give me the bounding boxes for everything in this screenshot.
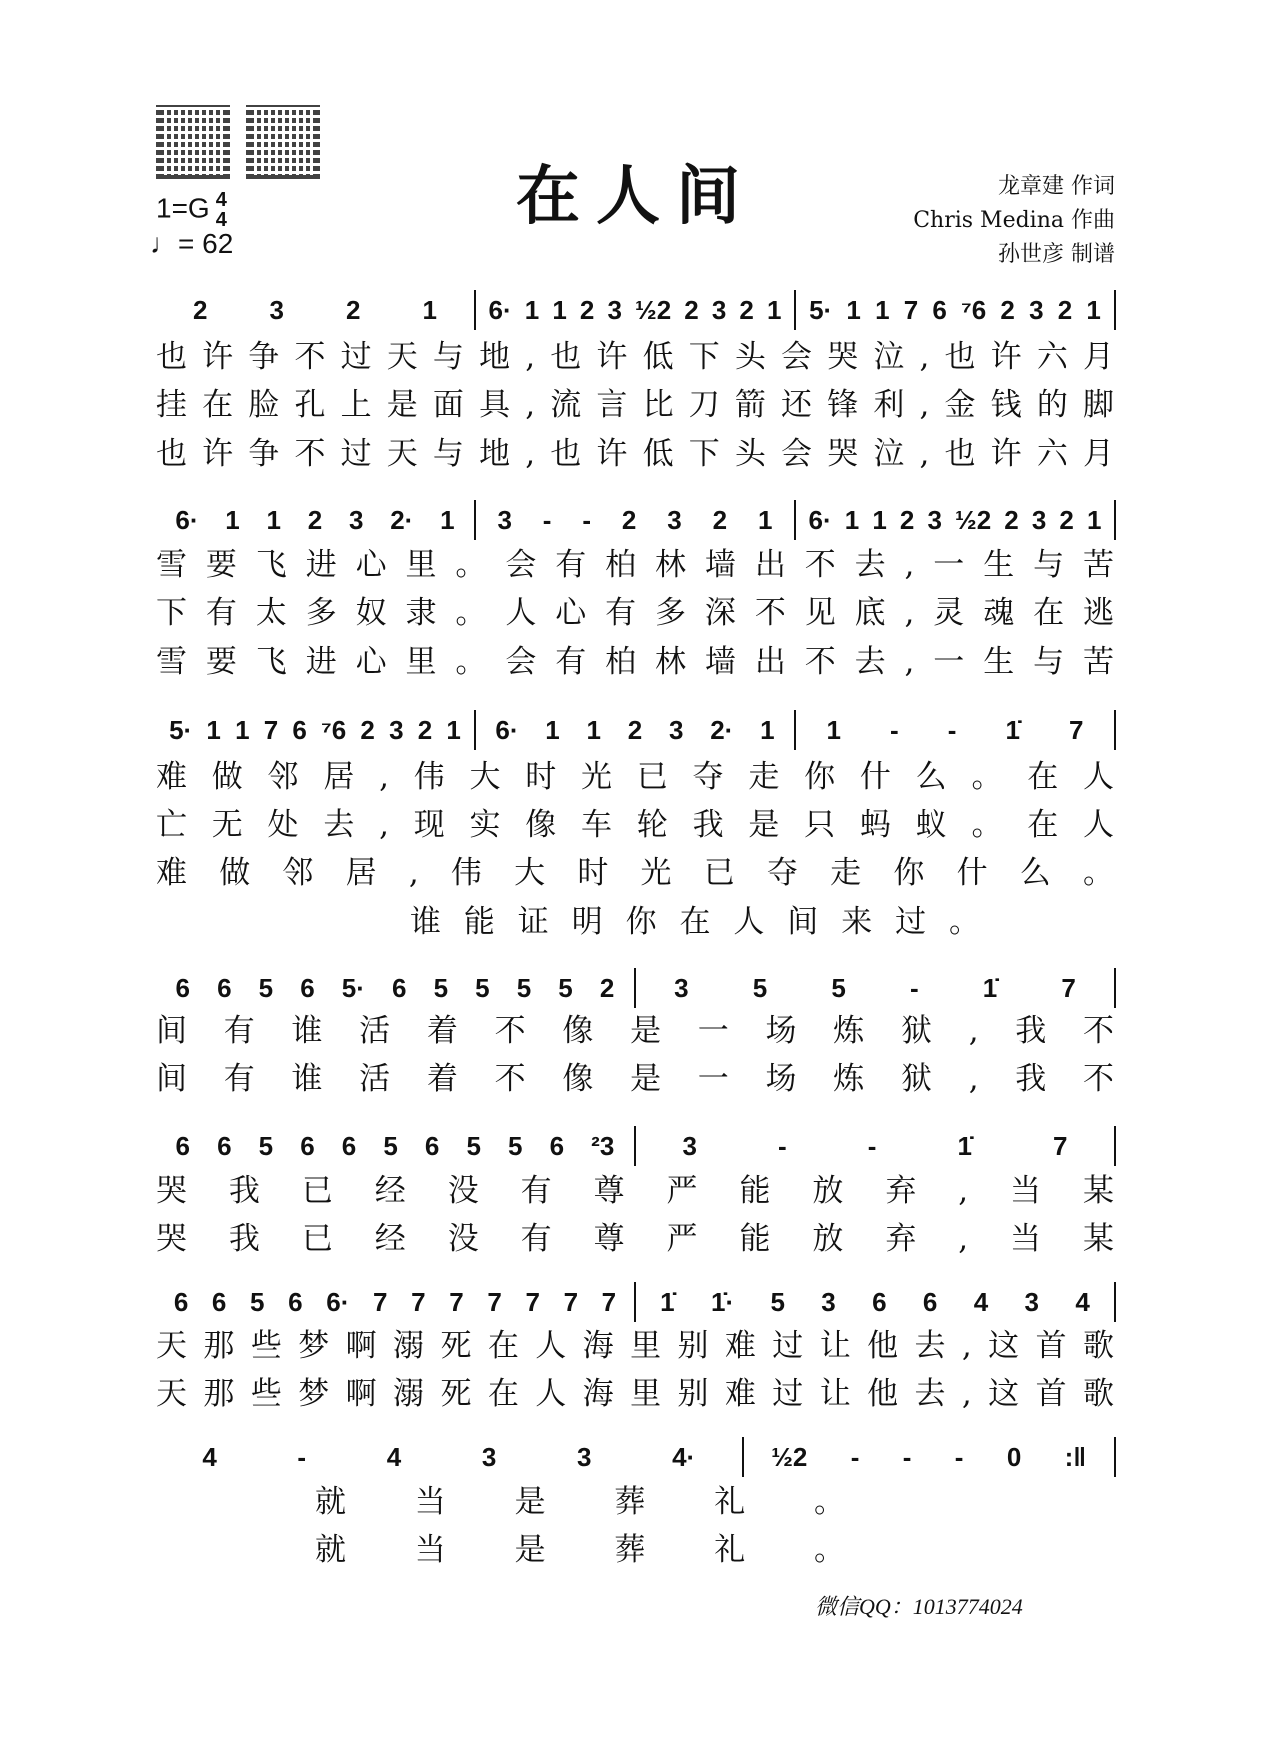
note: ²3 (591, 1130, 615, 1161)
note: 5 (770, 1286, 785, 1317)
note: - (890, 714, 899, 745)
note: 1 (875, 294, 890, 325)
tempo: ♩= 62 (150, 228, 234, 259)
note: 1 (826, 714, 841, 745)
note: 7 (525, 1286, 540, 1317)
note: 6 (217, 1130, 232, 1161)
measure (156, 1126, 636, 1166)
lyric-line: 也许争不过天与地,也许低下头会哭泣,也许六月 (156, 436, 1114, 472)
lyric-line: 雪要飞进心里。会有柏林墙出不去,一生与苦 (156, 547, 1114, 583)
key-signature (156, 190, 227, 230)
note: 1̇ (1005, 714, 1020, 745)
lyric-line: 间有谁活着不像是一场炼狱,我不 (156, 1013, 1114, 1049)
note: 3 (711, 294, 727, 325)
note: 5 (831, 972, 846, 1003)
note: 7 (263, 714, 279, 745)
lyric-line: 哭我已经没有尊严能放弃,当某 (156, 1173, 1114, 1209)
note: 3 (1029, 294, 1044, 325)
song-title: 在人间 (516, 159, 756, 234)
note: 3 (674, 972, 689, 1003)
note: 5 (383, 1130, 398, 1161)
notation-line (156, 710, 1116, 750)
note: 6 (175, 1130, 191, 1161)
note: 1̇ (982, 972, 998, 1003)
notation-line (156, 1437, 1116, 1477)
note: 2 (1000, 294, 1015, 325)
lyric-line: 挂在脸孔上是面具,流言比刀箭还锋利,金钱的脚 (156, 387, 1114, 423)
notation-line (156, 1126, 1116, 1166)
note: 7 (411, 1286, 426, 1317)
note: - (778, 1130, 787, 1161)
measure (156, 500, 476, 540)
note: ⁷6 (321, 714, 347, 745)
note: 1 (760, 714, 775, 745)
note: 6 (392, 972, 407, 1003)
note: 1 (586, 714, 601, 745)
note: 1 (545, 714, 560, 745)
note: 4· (672, 1441, 696, 1472)
note: 6· (808, 504, 832, 535)
note: 3 (668, 714, 684, 745)
time-signature (216, 190, 227, 230)
note: - (867, 1130, 877, 1161)
note: 7 (1061, 972, 1076, 1003)
note: 2 (899, 504, 915, 535)
note: 6 (424, 1130, 440, 1161)
note: 1̇· (710, 1286, 735, 1317)
measure (476, 710, 796, 750)
measure (796, 500, 1116, 540)
note: 6 (300, 972, 315, 1003)
measure (744, 1437, 1116, 1477)
note: ½2 (635, 294, 672, 325)
note: 6 (173, 1286, 189, 1317)
measure (476, 500, 796, 540)
note: 5· (341, 972, 365, 1003)
note: 2 (346, 294, 361, 325)
note: - (954, 1441, 964, 1472)
note: 3 (497, 504, 512, 535)
measure (156, 710, 476, 750)
time-top: 4 (215, 189, 227, 211)
credits (913, 170, 1115, 272)
note: 2 (627, 714, 643, 745)
note: 5 (466, 1130, 481, 1161)
note: 5· (809, 294, 833, 325)
note: 5 (516, 972, 532, 1003)
note: 4 (1075, 1286, 1090, 1317)
note: 3 (682, 1130, 697, 1161)
note: 1 (1086, 294, 1101, 325)
arranger: 孙世彦 制谱 (998, 242, 1115, 267)
note: 7 (563, 1286, 579, 1317)
note: 6 (932, 294, 947, 325)
note: 1 (235, 714, 250, 745)
note: ½2 (955, 504, 992, 535)
note: :‖ (1064, 1441, 1087, 1472)
note: 2 (417, 714, 433, 745)
note: 3 (607, 294, 622, 325)
lyric-line: 哭我已经没有尊严能放弃,当某 (156, 1221, 1114, 1257)
note: - (542, 504, 552, 535)
note: 2 (307, 504, 323, 535)
note: 7 (601, 1286, 617, 1317)
note: 3 (667, 504, 682, 535)
measure (156, 1437, 744, 1477)
note: 1 (872, 504, 887, 535)
note: 1 (440, 504, 455, 535)
note: 7 (903, 294, 919, 325)
note: 7 (1052, 1130, 1068, 1161)
note: 6 (211, 1286, 227, 1317)
lyric-line: 天那些梦啊溺死在人海里别难过让他去,这首歌 (156, 1376, 1114, 1412)
note: 1 (446, 714, 461, 745)
note: 6· (488, 294, 512, 325)
note: 2 (1057, 294, 1073, 325)
notation-line (156, 1282, 1116, 1322)
note: 3 (576, 1441, 592, 1472)
note: 3 (1031, 504, 1047, 535)
lyric-line: 下有太多奴隶。人心有多深不见底,灵魂在逃 (156, 595, 1114, 631)
note: - (582, 504, 592, 535)
note: - (909, 972, 919, 1003)
note: 5· (169, 714, 193, 745)
note: 1̇ (660, 1286, 675, 1317)
note: 6 (300, 1130, 315, 1161)
lyric-line: 难做邻居,伟大时光已夺走你什么。 (156, 855, 1114, 891)
note: 6 (217, 972, 232, 1003)
note: 6· (175, 504, 199, 535)
lyric-line: 也许争不过天与地,也许低下头会哭泣,也许六月 (156, 339, 1114, 375)
note: 2 (599, 972, 615, 1003)
measure (156, 290, 476, 330)
note: 5 (752, 972, 768, 1003)
measure (636, 1126, 1116, 1166)
note: 0 (1006, 1441, 1022, 1472)
note: 1 (422, 294, 437, 325)
note: 4 (202, 1441, 217, 1472)
note: 5 (258, 1130, 274, 1161)
measure (156, 1282, 636, 1322)
note: 7 (449, 1286, 464, 1317)
note: 5 (475, 972, 490, 1003)
note: 2· (710, 714, 734, 745)
note: 2 (579, 294, 595, 325)
note: 1̇ (957, 1130, 972, 1161)
note: 2· (390, 504, 414, 535)
note: 1 (844, 504, 860, 535)
measure (636, 1282, 1116, 1322)
note: 2 (1059, 504, 1074, 535)
note: - (297, 1441, 307, 1472)
note: 6 (341, 1130, 357, 1161)
note: 3 (927, 504, 942, 535)
note: 4 (386, 1441, 402, 1472)
note: 2 (360, 714, 375, 745)
note: 5 (433, 972, 449, 1003)
note: 3 (389, 714, 404, 745)
note: 1 (206, 714, 221, 745)
note: 2 (621, 504, 637, 535)
note: 5 (558, 972, 573, 1003)
note: 1 (225, 504, 240, 535)
note: 5 (258, 972, 274, 1003)
note: 3 (1024, 1286, 1039, 1317)
measure (476, 290, 796, 330)
note: 2 (1004, 504, 1019, 535)
note: 1 (846, 294, 861, 325)
note: 6 (175, 972, 191, 1003)
note: 3 (481, 1441, 497, 1472)
lyric-line: 谁能证明你在人间来过。 (410, 904, 980, 940)
note: 3 (821, 1286, 836, 1317)
note: 6 (292, 714, 307, 745)
measure (796, 710, 1116, 750)
lyric-line: 就当是葬礼。 (315, 1532, 845, 1568)
lyric-line: 间有谁活着不像是一场炼狱,我不 (156, 1061, 1114, 1097)
lyric-line: 亡无处去,现实像车轮我是只蚂蚁。在人 (156, 807, 1114, 843)
notation-line (156, 290, 1116, 330)
note: 2 (684, 294, 699, 325)
note: - (850, 1441, 860, 1472)
note: 4 (973, 1286, 989, 1317)
note: 1 (524, 294, 540, 325)
note: 2 (193, 294, 208, 325)
note: 1 (766, 294, 782, 325)
note: 5 (250, 1286, 265, 1317)
note: 2 (739, 294, 754, 325)
lyric-line: 雪要飞进心里。会有柏林墙出不去,一生与苦 (156, 644, 1114, 680)
note: 6· (495, 714, 519, 745)
note: - (902, 1441, 912, 1472)
lyric-line: 天那些梦啊溺死在人海里别难过让他去,这首歌 (156, 1328, 1114, 1364)
note: ½2 (771, 1441, 808, 1472)
note: 5 (508, 1130, 523, 1161)
note: 1 (758, 504, 773, 535)
time-bottom: 4 (215, 209, 227, 231)
measure (156, 968, 636, 1008)
watermark: 微信QQ：1013774024 (815, 1594, 1023, 1619)
note: 7 (1068, 714, 1084, 745)
note: 2 (712, 504, 728, 535)
note: 3 (269, 294, 284, 325)
lyric-line: 就当是葬礼。 (315, 1484, 845, 1520)
note: - (947, 714, 957, 745)
note: 1 (266, 504, 281, 535)
note: 6· (326, 1286, 350, 1317)
note: 6 (288, 1286, 303, 1317)
notation-line (156, 500, 1116, 540)
note: 1 (552, 294, 567, 325)
key-text: 1=G (156, 192, 210, 224)
measure (636, 968, 1116, 1008)
note: 6 (549, 1130, 565, 1161)
note: 1 (1086, 504, 1102, 535)
measure (796, 290, 1116, 330)
lyric-line: 难做邻居,伟大时光已夺走你什么。在人 (156, 759, 1114, 795)
note: 6 (872, 1286, 887, 1317)
composer: Chris Medina 作曲 (913, 208, 1115, 233)
note: 6 (922, 1286, 938, 1317)
notation-line (156, 968, 1116, 1008)
note: ⁷6 (961, 294, 987, 325)
note: 7 (487, 1286, 502, 1317)
lyricist: 龙章建 作词 (998, 174, 1115, 199)
note: 7 (373, 1286, 388, 1317)
note: 3 (348, 504, 364, 535)
